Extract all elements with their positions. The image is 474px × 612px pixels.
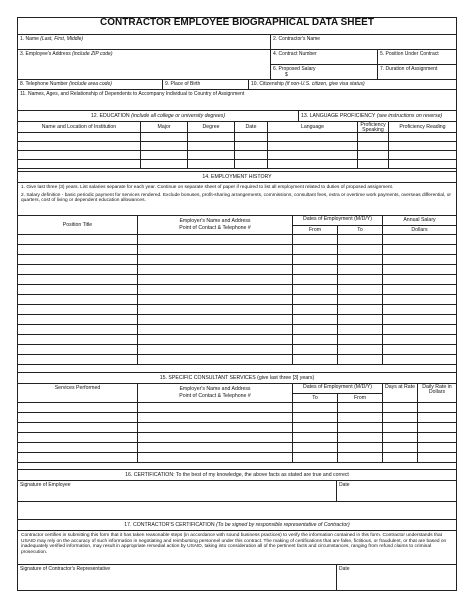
- field-citizenship-hint: (if non-U.S. citizen, give visa status): [285, 81, 365, 87]
- cons-col-employer-line1: Employer's Name and Address: [179, 386, 251, 392]
- employment-row-cell[interactable]: [382, 354, 457, 365]
- education-row-cell[interactable]: [234, 159, 268, 169]
- employment-note-1: 1. Give last three (3) years. List salaries separate for each year. Continue on separate sheet of paper if required to list all employment related to duties of proposed assignment.: [21, 185, 394, 190]
- edu-col-degree: Degree: [187, 121, 235, 133]
- employee-signature-label: Signature of Employee: [20, 482, 71, 488]
- education-heading-hint: (include all college or university degrees): [131, 113, 226, 119]
- language-heading-text: 13. LANGUAGE PROFICIENCY: [301, 113, 377, 119]
- field-contract-number[interactable]: [270, 49, 378, 65]
- emp-col-employer-line2: Point of Contact & Telephone #: [179, 225, 251, 231]
- education-row-cell[interactable]: [388, 159, 457, 169]
- employment-row-cell[interactable]: [337, 354, 383, 365]
- employee-signature-field[interactable]: [17, 480, 337, 502]
- field-address-hint: (include ZIP code): [72, 51, 113, 57]
- contractor-date-field[interactable]: [336, 564, 457, 591]
- biographical-data-form: [17, 17, 457, 591]
- field-citizenship-label: 10. Citizenship: [251, 81, 286, 87]
- field-proposed-salary[interactable]: [270, 64, 378, 80]
- field-name-hint: (Last, First, Middle): [40, 36, 84, 42]
- consultant-heading: 15. SPECIFIC CONSULTANT SERVICES (give last three [3] years): [17, 372, 457, 384]
- field-dependents-label: 11. Names, Ages, and Relationship of Dependents to Accompany Individual to Country of Assignment: [20, 91, 245, 97]
- education-row-cell[interactable]: [187, 159, 235, 169]
- edu-col-institution: Name and Location of Institution: [17, 121, 141, 133]
- field-address-label: 3. Employee's Address: [20, 51, 73, 57]
- field-employee-address[interactable]: [17, 49, 271, 80]
- education-row-cell[interactable]: [357, 159, 389, 169]
- certification-heading: 16. CERTIFICATION: To the best of my knowledge, the above facts as stated are true and correct: [17, 469, 457, 481]
- field-dependents[interactable]: [17, 89, 457, 111]
- employee-date-field[interactable]: [336, 480, 457, 502]
- field-duration-label: 7. Duration of Assignment: [380, 66, 438, 72]
- cons-col-from: From: [337, 393, 383, 403]
- consultant-row-cell[interactable]: [137, 452, 293, 463]
- field-telephone-label: 8. Telephone Number: [20, 81, 70, 87]
- employment-row-cell[interactable]: [137, 354, 293, 365]
- consultant-row-cell[interactable]: [382, 452, 418, 463]
- cons-col-dates: Dates of Employment (M/D/Y): [292, 383, 383, 394]
- field-position-label: 5. Position Under Contract: [380, 51, 439, 57]
- edu-col-date: Date: [234, 121, 268, 133]
- form-title: CONTRACTOR EMPLOYEE BIOGRAPHICAL DATA SHEET: [17, 17, 457, 35]
- cons-col-daily-rate: Daily Rate in Dollars: [417, 383, 457, 403]
- emp-col-dollars: Dollars: [382, 225, 457, 235]
- contractor-cert-heading-hint: (To be signed by responsible representative of Contractor): [216, 522, 350, 528]
- contractor-signature-field[interactable]: [17, 564, 337, 591]
- field-position[interactable]: [377, 49, 457, 65]
- education-row-cell[interactable]: [267, 159, 358, 169]
- field-name[interactable]: [17, 34, 271, 50]
- contractor-cert-heading-text: 17. CONTRACTOR'S CERTIFICATION: [124, 522, 217, 528]
- cons-col-to: To: [292, 393, 338, 403]
- education-row-cell[interactable]: [17, 159, 141, 169]
- emp-col-from: From: [292, 225, 338, 235]
- emp-col-employer-line1: Employer's Name and Address: [179, 218, 251, 224]
- consultant-row-cell[interactable]: [417, 452, 457, 463]
- emp-col-employer: [137, 215, 293, 235]
- contractor-cert-text: Contractor certifies in submitting this form that it has taken reasonable steps (in accordance with sound business practices) to verify the information contained in this form. Contractor understands that USAID may rely on the accuracy of such information in negotiating and reimbursing personnel under this contract. The making of certifications that are false, fictitious, or fraudulent, or that are based on inadequately verified information, may result in appropriate remedial action by USAID, taking into consideration all of the pertinent facts and circumstances, ranging from refund claims to criminal prosecution.: [17, 530, 457, 565]
- emp-col-to: To: [337, 225, 383, 235]
- field-contract-number-label: 4. Contract Number: [273, 51, 317, 57]
- emp-col-dates: Dates of Employment (M/D/Y): [292, 215, 383, 226]
- employment-row-cell[interactable]: [292, 354, 338, 365]
- employment-notes: [17, 182, 457, 216]
- cons-col-employer: [137, 383, 293, 403]
- edu-col-major: Major: [140, 121, 188, 133]
- consultant-row-cell[interactable]: [337, 452, 383, 463]
- employment-row-cell[interactable]: [17, 354, 138, 365]
- employment-note-2: 2. Salary definition - basic periodic payment for services rendered. Exclude bonuses, profit-sharing arrangements, commissions, consultant fees, extra or overtime work payments, overseas differential, or quarters, cost of living or dependent education allowances.: [21, 192, 451, 204]
- cons-col-days: Days at Rate: [382, 383, 418, 403]
- lang-col-speaking: Proficiency Speaking: [357, 121, 389, 133]
- field-salary-label: 6. Proposed Salary: [273, 66, 316, 72]
- dollar-sign: $: [285, 72, 288, 78]
- field-birth-label: 9. Place of Birth: [165, 81, 201, 87]
- language-heading-hint: (see instructions on reverse): [376, 113, 443, 119]
- lang-col-language: Language: [267, 121, 358, 133]
- contractor-date-label: Date: [339, 566, 350, 572]
- emp-col-salary: Annual Salary: [382, 215, 457, 226]
- field-contractor-name-label: 2. Contractor's Name: [273, 36, 321, 42]
- cons-col-employer-line2: Point of Contact & Telephone #: [179, 393, 251, 399]
- consultant-row-cell[interactable]: [292, 452, 338, 463]
- lang-col-reading: Proficiency Reading: [388, 121, 457, 133]
- field-name-label: 1. Name: [20, 36, 41, 42]
- consultant-row-cell[interactable]: [17, 452, 138, 463]
- employment-heading: 14. EMPLOYMENT HISTORY: [17, 171, 457, 183]
- employee-date-label: Date: [339, 482, 350, 488]
- field-telephone-hint: (include area code): [69, 81, 112, 87]
- education-heading-text: 12. EDUCATION: [90, 113, 132, 119]
- cons-col-services: Services Performed: [17, 383, 138, 403]
- education-row-cell[interactable]: [140, 159, 188, 169]
- contractor-signature-label: Signature of Contractor's Representative: [20, 566, 111, 572]
- field-contractor-name[interactable]: [270, 34, 457, 50]
- field-duration[interactable]: [377, 64, 457, 80]
- emp-col-position: Position Title: [17, 215, 138, 235]
